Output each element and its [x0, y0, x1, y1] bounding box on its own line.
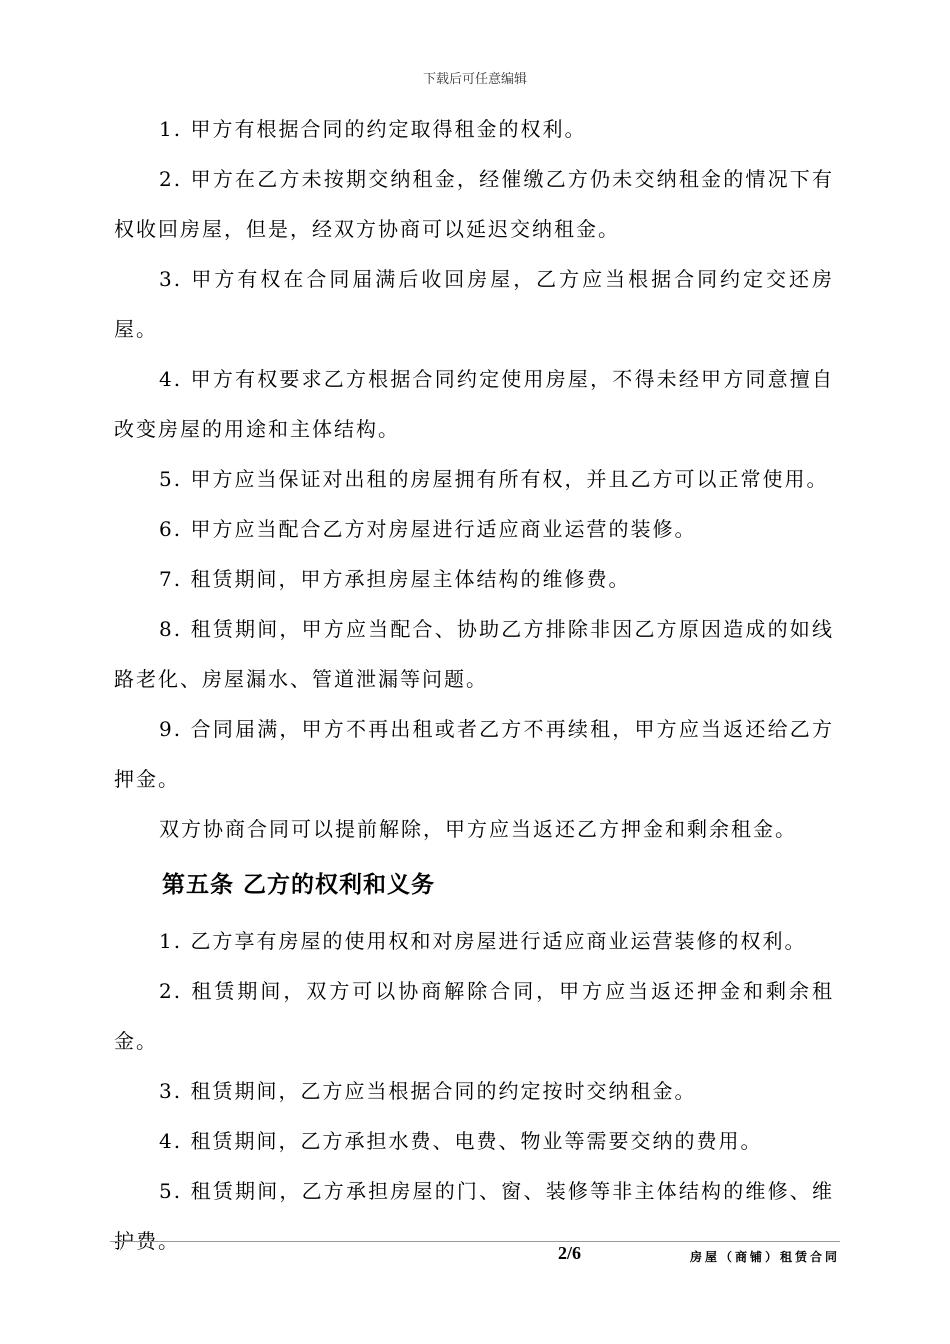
paragraph: 5. 甲方应当保证对出租的房屋拥有所有权，并且乙方可以正常使用。	[159, 467, 829, 491]
paragraph: 3. 租赁期间，乙方应当根据合同的约定按时交纳租金。	[159, 1079, 697, 1103]
header-note: 下载后可任意编辑	[422, 72, 527, 87]
section-heading: 第五条 乙方的权利和义务	[162, 872, 436, 898]
paragraph: 1. 乙方享有房屋的使用权和对房屋进行适应商业运营装修的权利。	[159, 929, 807, 953]
page-number: 2/6	[558, 1243, 582, 1263]
paragraph: 双方协商合同可以提前解除，甲方应当返还乙方押金和剩余租金。	[159, 817, 797, 841]
footer-doc-title: 房屋（商铺）租赁合同	[690, 1250, 841, 1264]
paragraph: 4. 甲方有权要求乙方根据合同约定使用房屋，不得未经甲方同意擅自改变房屋的用途和主体结构。	[114, 367, 834, 441]
document-body	[114, 104, 834, 1266]
paragraph: 2. 租赁期间，双方可以协商解除合同，甲方应当返还押金和剩余租金。	[114, 979, 834, 1053]
paragraph: 8. 租赁期间，甲方应当配合、协助乙方排除非因乙方原因造成的如线路老化、房屋漏水、管道泄漏等问题。	[114, 617, 834, 691]
paragraph: 9. 合同届满，甲方不再出租或者乙方不再续租，甲方应当返还给乙方押金。	[114, 717, 834, 791]
paragraph: 5. 租赁期间，乙方承担房屋的门、窗、装修等非主体结构的维修、维护费。	[114, 1179, 834, 1253]
paragraph: 6. 甲方应当配合乙方对房屋进行适应商业运营的装修。	[159, 517, 697, 541]
paragraph: 7. 租赁期间，甲方承担房屋主体结构的维修费。	[159, 567, 631, 591]
paragraph: 2. 甲方在乙方未按期交纳租金，经催缴乙方仍未交纳租金的情况下有权收回房屋，但是，经双方协商可以延迟交纳租金。	[114, 167, 834, 241]
paragraph: 4. 租赁期间，乙方承担水费、电费、物业等需要交纳的费用。	[159, 1129, 763, 1153]
footer-divider	[110, 1241, 840, 1242]
paragraph: 1. 甲方有根据合同的约定取得租金的权利。	[159, 117, 587, 141]
paragraph: 3. 甲方有权在合同届满后收回房屋，乙方应当根据合同约定交还房屋。	[114, 267, 834, 341]
